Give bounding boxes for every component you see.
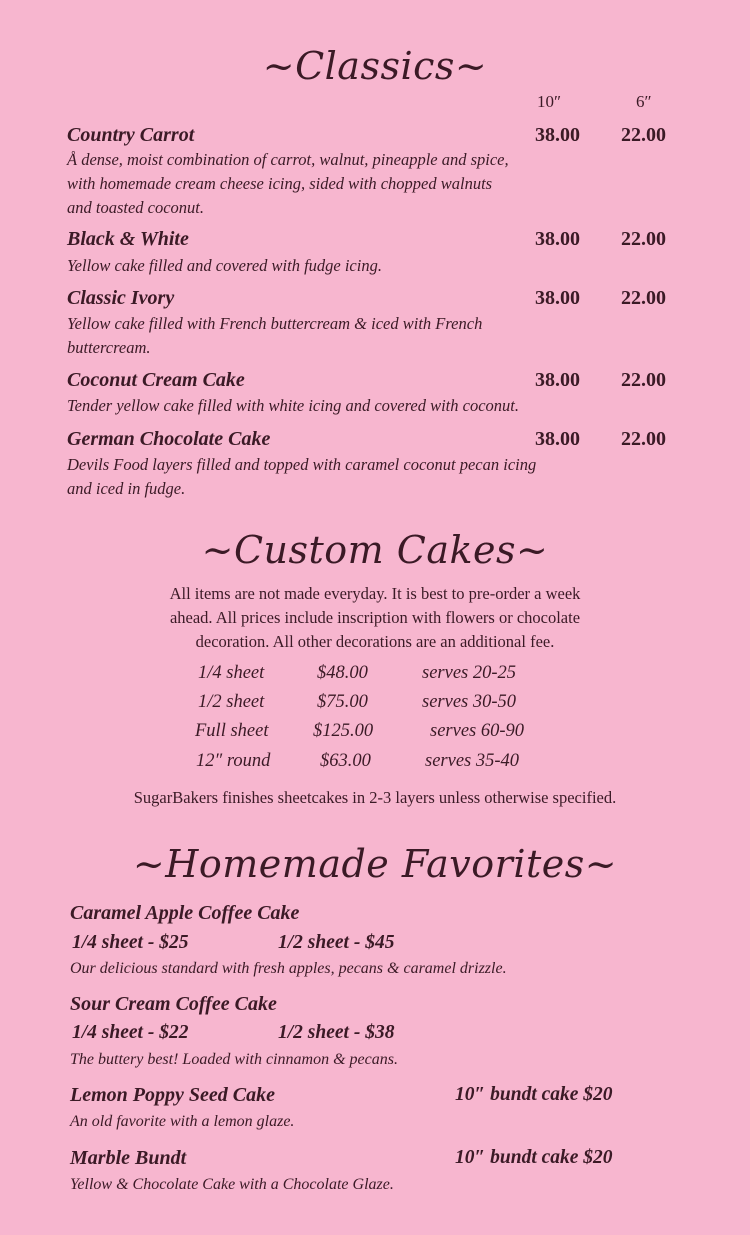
- sheet-price: $75.00: [317, 692, 368, 712]
- custom-cakes-heading: ~Custom Cakes~: [201, 528, 549, 572]
- item-description-classic-ivory: [67, 312, 667, 360]
- description-line: with homemade cream cheese icing, sided with chopped walnuts: [67, 174, 493, 193]
- option-half-sheet: 1/2 sheet - $38: [278, 1022, 395, 1043]
- item-description-lemon-poppy-seed-cake: An old favorite with a lemon glaze.: [70, 1113, 295, 1130]
- custom-cakes-intro: [90, 582, 660, 654]
- item-name-black-white: Black & White: [67, 228, 189, 250]
- sheet-serves: serves 60-90: [430, 721, 525, 741]
- item-name-coconut-cream-cake: Coconut Cream Cake: [67, 369, 245, 391]
- item-description-german-chocolate-cake: [67, 453, 667, 501]
- item-description-marble-bundt: Yellow & Chocolate Cake with a Chocolate Glaze.: [70, 1176, 394, 1193]
- column-header-6-inch: 6″: [636, 92, 652, 111]
- sheet-size: 1/4 sheet: [198, 663, 265, 683]
- description-line: Yellow cake filled with French buttercream & iced with French: [67, 314, 483, 333]
- description-line: Devils Food layers filled and topped with caramel coconut pecan icing: [67, 455, 537, 474]
- price-10-classic-ivory: 38.00: [535, 287, 580, 309]
- bundt-price-marble-bundt: 10″ bundt cake $20: [455, 1147, 613, 1168]
- description-line: buttercream.: [67, 338, 151, 357]
- item-name-german-chocolate-cake: German Chocolate Cake: [67, 428, 271, 450]
- sheet-size: 1/2 sheet: [198, 692, 265, 712]
- sheet-price: $48.00: [317, 663, 368, 683]
- sheet-size: 12″ round: [196, 751, 271, 771]
- bundt-price-lemon-poppy-seed-cake: 10″ bundt cake $20: [455, 1084, 613, 1105]
- option-quarter-sheet: 1/4 sheet - $25: [72, 932, 189, 953]
- price-6-classic-ivory: 22.00: [621, 287, 666, 309]
- item-name-classic-ivory: Classic Ivory: [67, 287, 175, 309]
- price-6-german-chocolate-cake: 22.00: [621, 428, 666, 450]
- option-half-sheet: 1/2 sheet - $45: [278, 932, 395, 953]
- price-6-coconut-cream-cake: 22.00: [621, 369, 666, 391]
- sheetcake-note: SugarBakers finishes sheetcakes in 2-3 layers unless otherwise specified.: [133, 788, 617, 807]
- intro-line: All items are not made everyday. It is best to pre-order a week: [169, 584, 581, 603]
- intro-line: ahead. All prices include inscription with flowers or chocolate: [169, 608, 581, 627]
- sheet-serves: serves 30-50: [422, 692, 517, 712]
- sheet-price: $63.00: [320, 751, 371, 771]
- price-10-german-chocolate-cake: 38.00: [535, 428, 580, 450]
- homemade-favorites-heading: ~Homemade Favorites~: [132, 842, 618, 886]
- sheet-serves: serves 20-25: [422, 663, 517, 683]
- item-description-country-carrot: [67, 148, 667, 220]
- description-line: Yellow cake filled and covered with fudge icing.: [67, 256, 382, 275]
- price-10-coconut-cream-cake: 38.00: [535, 369, 580, 391]
- description-line: Tender yellow cake filled with white icing and covered with coconut.: [67, 396, 519, 415]
- item-description-coconut-cream-cake: [67, 394, 667, 418]
- description-line: Å dense, moist combination of carrot, walnut, pineapple and spice,: [67, 150, 509, 169]
- price-6-black-white: 22.00: [621, 228, 666, 250]
- item-name-sour-cream-coffee-cake: Sour Cream Coffee Cake: [70, 993, 277, 1015]
- item-name-marble-bundt: Marble Bundt: [70, 1147, 187, 1169]
- item-name-country-carrot: Country Carrot: [67, 124, 195, 146]
- column-header-10-inch: 10″: [537, 92, 562, 111]
- price-10-country-carrot: 38.00: [535, 124, 580, 146]
- description-line: and toasted coconut.: [67, 198, 205, 217]
- sheet-serves: serves 35-40: [425, 751, 520, 771]
- item-name-lemon-poppy-seed-cake: Lemon Poppy Seed Cake: [70, 1084, 275, 1106]
- classics-heading: ~Classics~: [262, 44, 488, 88]
- price-10-black-white: 38.00: [535, 228, 580, 250]
- item-description-sour-cream-coffee-cake: The buttery best! Loaded with cinnamon & pecans.: [70, 1051, 398, 1068]
- item-description-black-white: [67, 254, 667, 278]
- item-name-caramel-apple-coffee-cake: Caramel Apple Coffee Cake: [70, 902, 300, 924]
- intro-line: decoration. All other decorations are an additional fee.: [195, 632, 555, 651]
- sheet-price: $125.00: [313, 721, 374, 741]
- price-6-country-carrot: 22.00: [621, 124, 666, 146]
- item-description-caramel-apple-coffee-cake: Our delicious standard with fresh apples, pecans & caramel drizzle.: [70, 960, 507, 977]
- sheet-size: Full sheet: [195, 721, 269, 741]
- option-quarter-sheet: 1/4 sheet - $22: [72, 1022, 189, 1043]
- description-line: and iced in fudge.: [67, 479, 186, 498]
